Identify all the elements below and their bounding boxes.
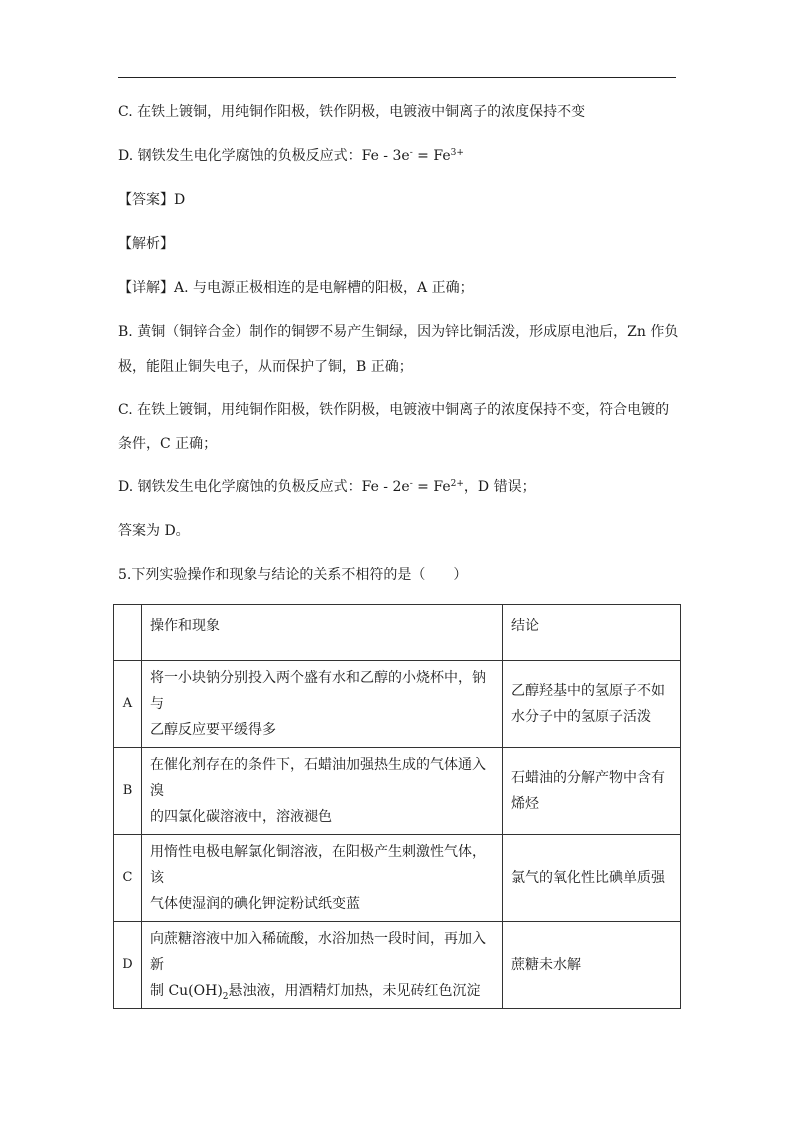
conclusion-line: 乙醇羟基中的氢原子不如: [511, 683, 665, 699]
formula-subscript: 2: [222, 991, 229, 1002]
table-row: [114, 748, 681, 835]
operation-cell: [142, 748, 503, 835]
detail-d-tail: ，D 错误；: [463, 479, 536, 495]
header-rule: [118, 77, 676, 78]
equation-middle: = Fe: [412, 479, 451, 495]
conclusion-line: 烯烃: [511, 796, 539, 812]
detail-d-text: D. 钢铁发生电化学腐蚀的负极反应式：Fe - 2e: [118, 479, 410, 495]
option-d-previous: [118, 146, 464, 166]
option-label: B: [114, 748, 142, 835]
operation-line: 向蔗糖溶液中加入稀硫酸，水浴加热一段时间，再加入新: [150, 931, 486, 973]
detail-b-line2: 极，能阻止铜失电子，从而保护了铜，B 正确；: [118, 359, 413, 375]
header-conclusion: 结论: [503, 605, 681, 661]
detail-a: 【详解】A. 与电源正极相连的是电解槽的阳极，A 正确；: [118, 280, 474, 296]
conclusion-cell: [503, 922, 681, 1009]
analysis-heading: 【解析】: [118, 236, 174, 252]
conclusion-line: 蔗糖未水解: [511, 957, 581, 973]
operation-line: 将一小块钠分别投入两个盛有水和乙醇的小烧杯中，钠与: [150, 670, 486, 712]
option-label: A: [114, 661, 142, 748]
detail-c-line2: 条件，C 正确；: [118, 436, 218, 452]
option-d-text: D. 钢铁发生电化学腐蚀的负极反应式：Fe - 3e: [118, 148, 410, 164]
option-c-previous: [118, 102, 585, 122]
experiment-table: [113, 604, 681, 1009]
table-row: [114, 661, 681, 748]
operation-line: 气体使湿润的碘化钾淀粉试纸变蓝: [150, 896, 360, 912]
table-row: [114, 922, 681, 1009]
header-operation: 操作和现象: [142, 605, 503, 661]
table-row: [114, 835, 681, 922]
conclusion-line: 石蜡油的分解产物中含有: [511, 770, 665, 786]
detail-b-line1: B. 黄铜（铜锌合金）制作的铜锣不易产生铜绿，因为锌比铜活泼，形成原电池后，Zn 作负: [118, 324, 679, 340]
operation-line: 在催化剂存在的条件下，石蜡油加强热生成的气体通入溴: [150, 757, 486, 799]
ion-charge: 3+: [450, 148, 464, 158]
conclusion-cell: [503, 661, 681, 748]
header-option-cell: [114, 605, 142, 661]
answer-line: 【答案】D: [118, 192, 186, 208]
formula-prefix: 制 Cu(OH): [150, 983, 223, 999]
equation-middle: = Fe: [412, 148, 451, 164]
electron-charge: -: [409, 148, 413, 158]
conclusion-line: 水分子中的氢原子活泼: [511, 709, 651, 725]
operation-line: [150, 978, 494, 1004]
electron-charge: -: [409, 479, 413, 489]
operation-cell: [142, 922, 503, 1009]
formula-suffix: 悬浊液，用酒精灯加热，未见砖红色沉淀: [228, 983, 481, 999]
detail-c-line1: C. 在铁上镀铜，用纯铜作阳极，铁作阴极，电镀液中铜离子的浓度保持不变，符合电镀的: [118, 402, 670, 418]
operation-line: 用惰性电极电解氯化铜溶液，在阳极产生刺激性气体，该: [150, 844, 486, 886]
ion-charge: 2+: [450, 479, 464, 489]
table-header-row: [114, 605, 681, 661]
conclusion-cell: [503, 835, 681, 922]
conclusion-cell: [503, 748, 681, 835]
operation-line: 乙醇反应要平缓得多: [150, 722, 276, 738]
operation-cell: [142, 661, 503, 748]
option-label: C: [114, 835, 142, 922]
detail-d: [118, 477, 536, 497]
operation-line: 的四氯化碳溶液中，溶液褪色: [150, 809, 332, 825]
operation-cell: [142, 835, 503, 922]
option-c-text: C. 在铁上镀铜，用纯铜作阳极，铁作阴极，电镀液中铜离子的浓度保持不变: [118, 104, 586, 120]
option-label: D: [114, 922, 142, 1009]
conclusion-line: 氯气的氧化性比碘单质强: [511, 870, 665, 886]
question-5: 5.下列实验操作和现象与结论的关系不相符的是（ ）: [118, 567, 468, 583]
final-answer: 答案为 D。: [118, 523, 190, 539]
